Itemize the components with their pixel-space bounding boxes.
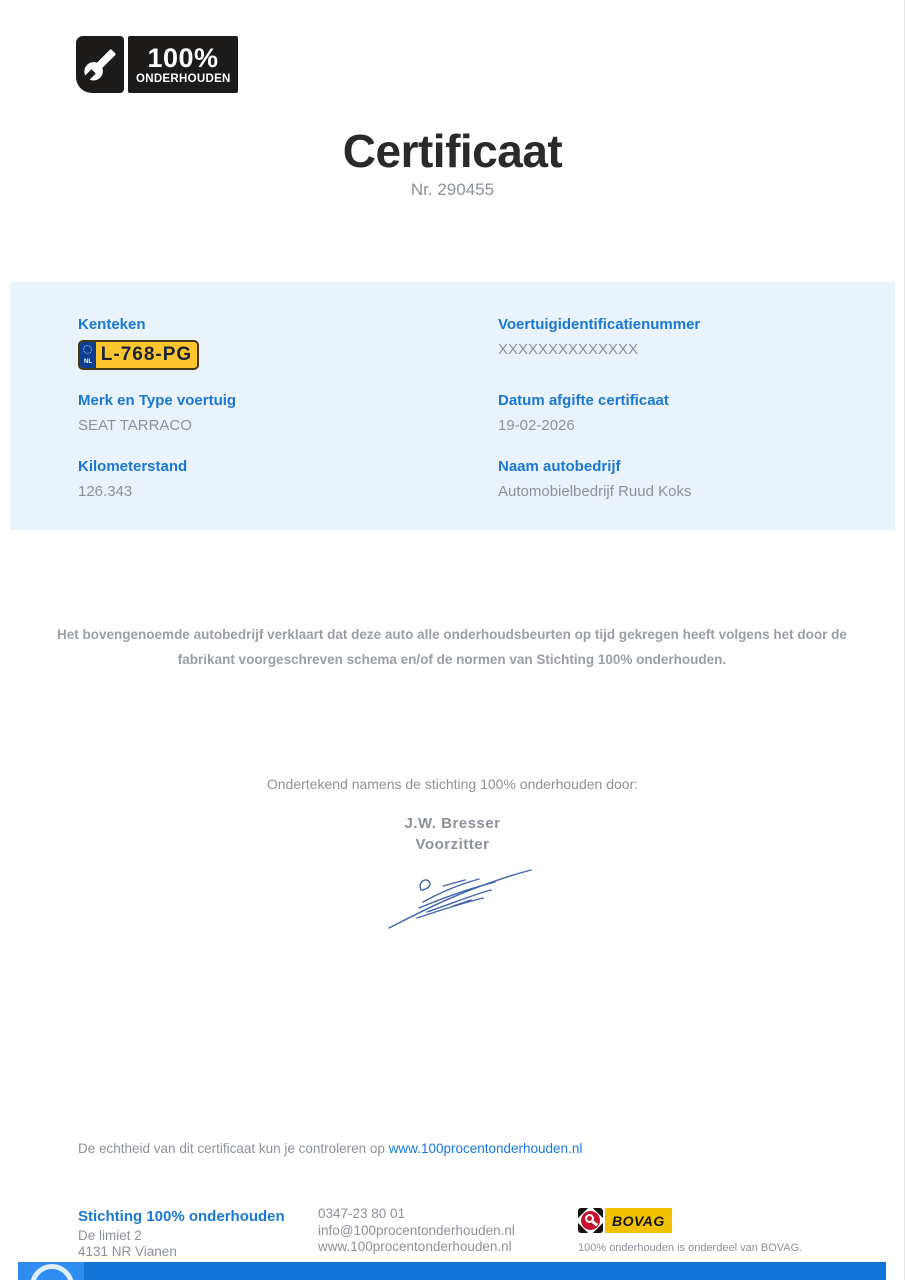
signer-role: Voorzitter (415, 836, 490, 853)
vehicle-details-panel (10, 282, 895, 530)
verify-link[interactable]: www.100procentonderhouden.nl (388, 1141, 583, 1156)
brand-onderhouden-label: ONDERHOUDEN (135, 70, 231, 85)
bovag-note: 100% onderhouden is onderdeel van BOVAG. (578, 1242, 803, 1254)
datum-value: 19-02-2026 (498, 417, 575, 434)
vin-value: XXXXXXXXXXXXXX (498, 341, 639, 358)
page-title: Certificaat (342, 125, 563, 177)
footer-address-line2: 4131 NR Vianen (78, 1244, 177, 1259)
autobedrijf-value: Automobielbedrijf Ruud Koks (498, 483, 692, 500)
signature-image (383, 860, 538, 935)
brand-wordmark (128, 36, 238, 93)
signing-intro: Ondertekend namens de stichting 100% onderhouden door: (266, 776, 639, 792)
certificate-number: Nr. 290455 (410, 180, 495, 199)
wrench-icon (76, 36, 124, 93)
field-autobedrijf (498, 458, 691, 500)
vin-label: Voertuigidentificatienummer (498, 316, 701, 333)
kenteken-label: Kenteken (78, 316, 146, 333)
license-plate-number: L-768-PG (100, 344, 193, 365)
signer-name: J.W. Bresser (404, 815, 501, 832)
footer-website[interactable]: www.100procentonderhouden.nl (318, 1239, 512, 1254)
footer-bar-accent (18, 1262, 84, 1280)
field-merk (78, 392, 236, 434)
merk-value: SEAT TARRACO (78, 417, 192, 434)
footer-phone: 0347-23 80 01 (318, 1206, 406, 1221)
brand-100-label: 100% (147, 42, 219, 73)
brand-logo (76, 36, 238, 93)
plate-country-code: NL (84, 359, 92, 365)
eu-stars-icon (83, 345, 92, 354)
kilometerstand-label: Kilometerstand (78, 458, 188, 475)
verify-line (78, 1141, 582, 1156)
footer-org-name: Stichting 100% onderhouden (78, 1208, 285, 1225)
bovag-logo (578, 1208, 672, 1233)
kilometerstand-value: 126.343 (78, 483, 133, 500)
declaration-statement: Het bovengenoemde autobedrijf verklaart dat deze auto alle onderhoudsbeurten op tijd gekregen heeft volgens het door de fabrikant voorgeschreven schema en/of de normen van Stichting 100% onderhouden. (57, 627, 847, 667)
footer-address (78, 1228, 177, 1260)
bovag-wordmark: BOVAG (605, 1208, 672, 1233)
field-kilometerstand (78, 458, 187, 500)
autobedrijf-label: Naam autobedrijf (498, 458, 621, 475)
verify-text: De echtheid van dit certificaat kun je controleren op (78, 1141, 389, 1156)
field-datum (498, 392, 669, 434)
footer-address-line1: De limiet 2 (78, 1228, 142, 1243)
footer-contact (318, 1206, 515, 1256)
license-plate (78, 340, 199, 370)
footer-email[interactable]: info@100procentonderhouden.nl (318, 1222, 515, 1238)
footer-bar-circle-icon (30, 1264, 74, 1280)
bovag-icon (578, 1208, 603, 1233)
field-vin (498, 316, 700, 358)
merk-label: Merk en Type voertuig (78, 392, 237, 409)
field-kenteken (78, 316, 199, 370)
license-plate-eu-strip (80, 342, 96, 368)
footer-bar (18, 1262, 886, 1280)
datum-label: Datum afgifte certificaat (498, 392, 669, 409)
